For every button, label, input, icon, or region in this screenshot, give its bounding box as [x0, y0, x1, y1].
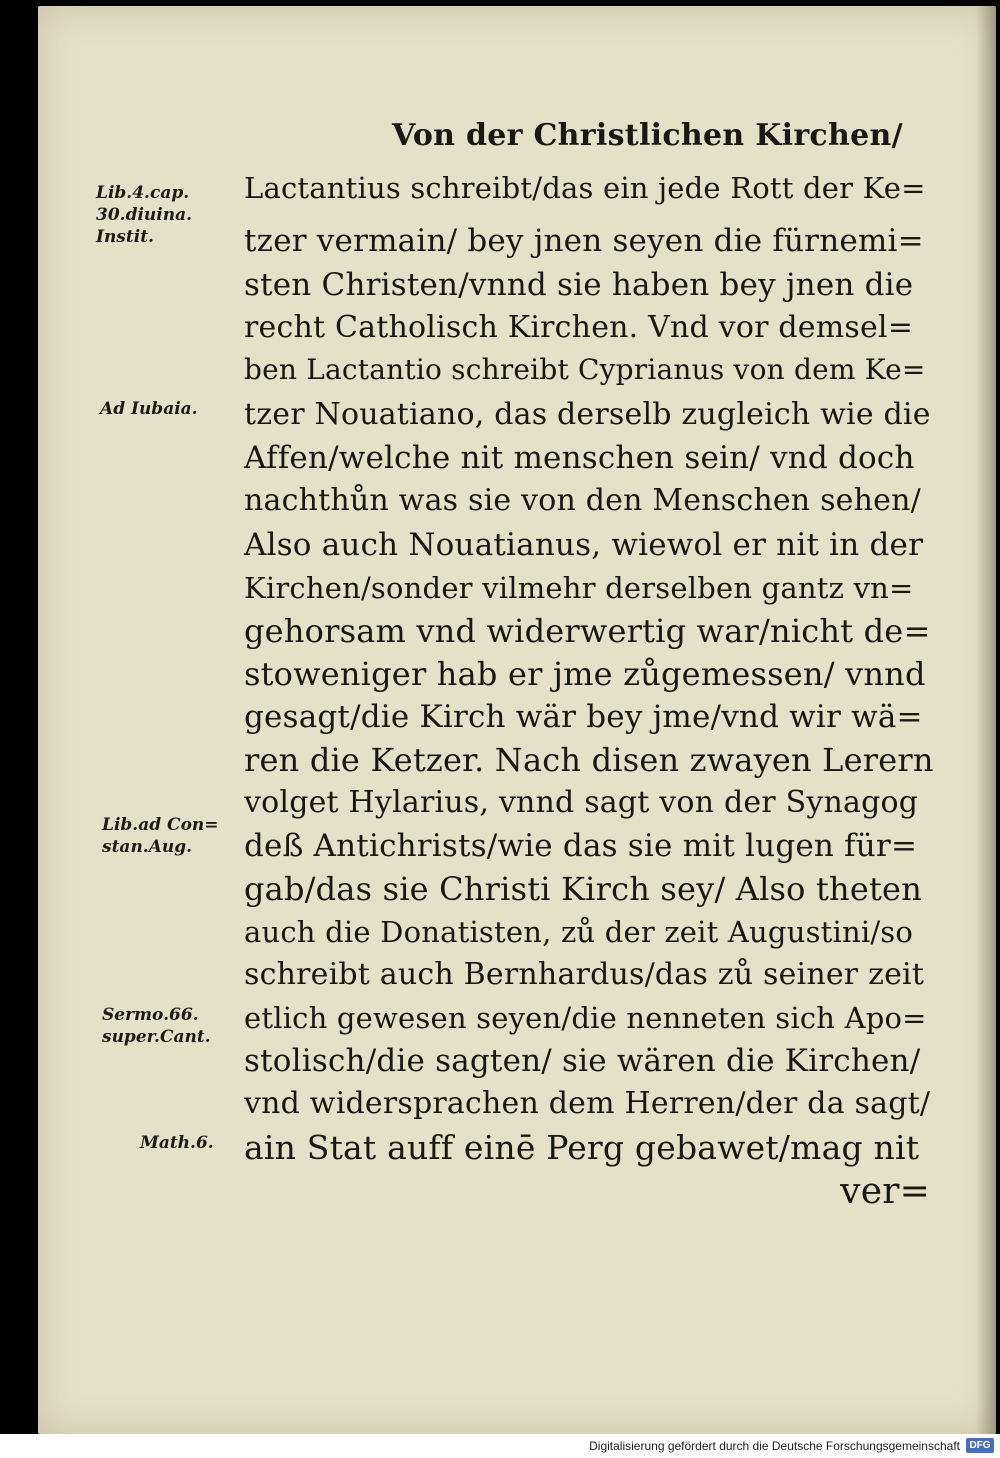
margin-note-ad-iubaia: [100, 398, 198, 420]
dfg-logo: DFG: [966, 1438, 994, 1453]
margin-note-line: Lib.ad Con=: [102, 815, 219, 835]
body-line: gesagt/die Kirch wär bey jme/vnd wir wä=: [244, 699, 923, 735]
margin-note-line: super.Cant.: [102, 1027, 211, 1047]
margin-note-line: Instit.: [96, 227, 154, 247]
body-line: gehorsam vnd widerwertig war/nicht de=: [244, 612, 931, 650]
page-gutter-shadow: [976, 6, 996, 1434]
margin-note-sermo: [102, 1004, 211, 1048]
body-line: Also auch Nouatianus, wiewol er nit in der: [244, 527, 924, 563]
body-line: ren die Ketzer. Nach disen zwayen Lerern: [244, 741, 934, 779]
body-line: auch die Donatisten, zů der zeit Augustini/so: [244, 915, 914, 949]
body-line: nachthůn was sie von den Menschen sehen/: [244, 483, 921, 518]
margin-note-line: Lib.4.cap.: [96, 183, 190, 203]
body-line: schreibt auch Bernhardus/das zů seiner zeit: [244, 957, 925, 992]
margin-note-line: Ad Iubaia.: [100, 399, 198, 419]
footer-credit: Digitalisierung gefördert durch die Deutsche Forschungsgemeinschaft: [589, 1439, 960, 1453]
catchword: ver=: [840, 1171, 930, 1212]
body-line: recht Catholisch Kirchen. Vnd vor demsel=: [244, 310, 914, 345]
digitization-footer: [0, 1434, 1000, 1458]
body-line: stolisch/die sagten/ sie wären die Kirchen/: [244, 1043, 921, 1079]
body-line: deß Antichrists/wie das sie mit lugen für=: [244, 828, 918, 864]
margin-note-line: Math.6.: [140, 1133, 214, 1153]
body-line: etlich gewesen seyen/die nenneten sich Apo=: [244, 1001, 927, 1035]
margin-note-line: Sermo.66.: [102, 1005, 199, 1025]
body-line: sten Christen/vnnd sie haben bey jnen die: [244, 267, 914, 303]
body-line: volget Hylarius, vnnd sagt von der Synagog: [244, 785, 919, 820]
body-line: vnd widersprachen dem Herren/der da sagt/: [244, 1086, 931, 1121]
body-line: stoweniger hab er jme zůgemessen/ vnnd: [244, 655, 926, 693]
running-head: Von der Christlichen Kirchen/: [392, 118, 903, 153]
margin-note-math: [140, 1132, 214, 1154]
margin-note-line: 30.diuina.: [96, 205, 193, 225]
margin-note-lib-ad-constan: [102, 814, 219, 858]
body-line: Kirchen/sonder vilmehr derselben gantz vn=: [244, 571, 914, 605]
body-line: tzer vermain/ bey jnen seyen die fürnemi=: [244, 223, 924, 259]
margin-note-lib4: [96, 182, 192, 248]
body-line: ain Stat auff einē Perg gebawet/mag nit: [244, 1128, 920, 1167]
body-line: tzer Nouatiano, das derselb zugleich wie die: [244, 397, 931, 432]
body-line: gab/das sie Christi Kirch sey/ Also theten: [244, 870, 923, 908]
body-line: Lactantius schreibt/das ein jede Rott der Ke=: [244, 171, 926, 205]
margin-note-line: stan.Aug.: [102, 837, 193, 857]
body-line: Affen/welche nit menschen sein/ vnd doch: [244, 440, 915, 476]
body-line: ben Lactantio schreibt Cyprianus von dem Ke=: [244, 353, 926, 386]
